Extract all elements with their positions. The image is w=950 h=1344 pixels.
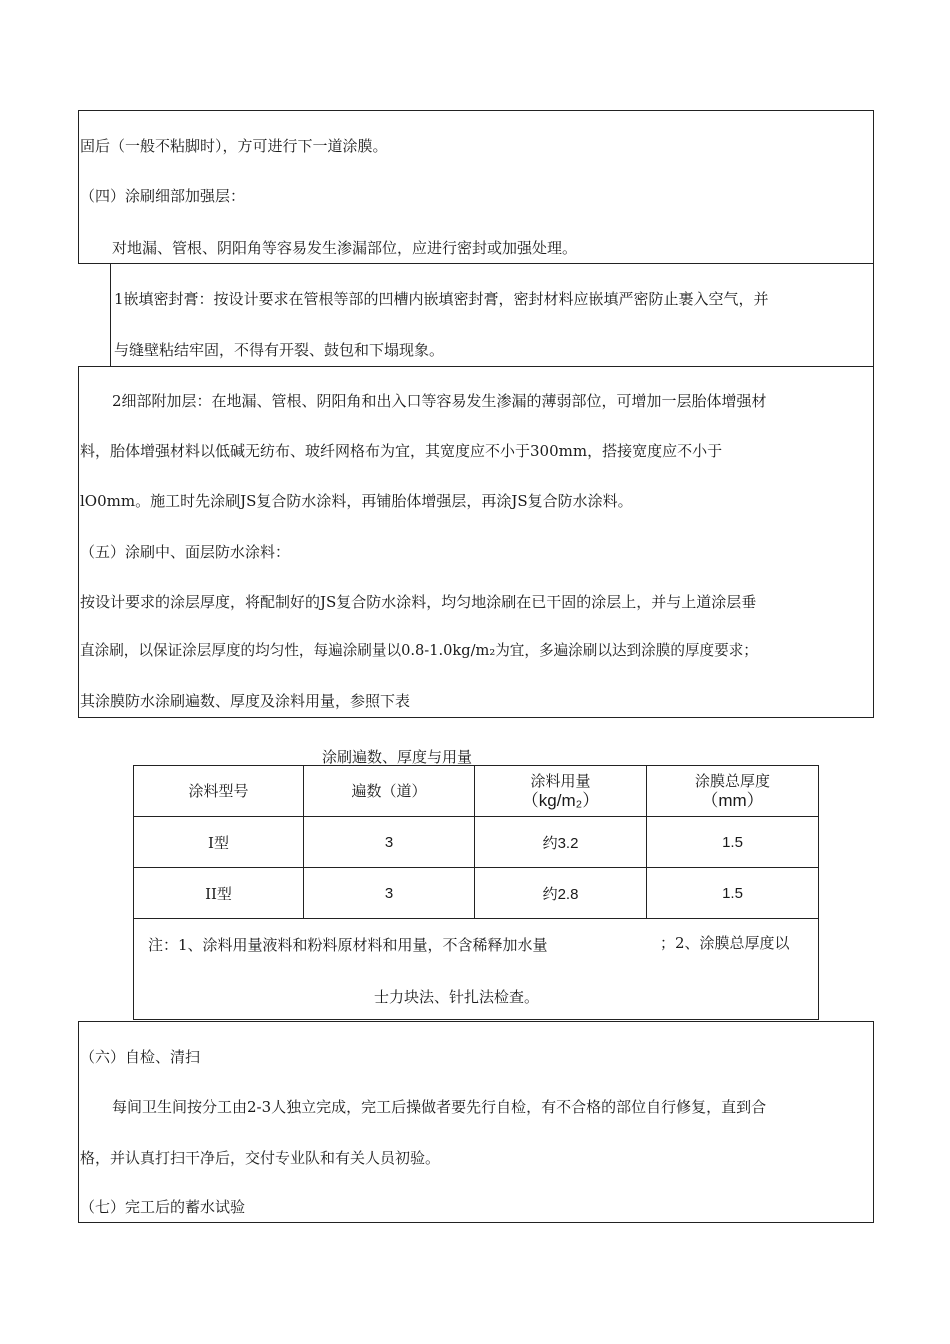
cell-thickness: 1.5 (647, 868, 819, 919)
header-thickness-label: 涂膜总厚度 (694, 772, 770, 790)
table-caption: 涂刷遍数、厚度与用量 (322, 748, 473, 766)
heading-seven: （七）完工后的蓄水试验 (80, 1198, 246, 1216)
header-usage (475, 766, 647, 817)
header-usage-unit: （kg/m₂） (521, 791, 600, 810)
text-line: 直涂刷，以保证涂层厚度的均匀性，每遍涂刷量以0.8-1.0kg/m₂为宜，多遍涂刷以达到涂膜的厚度要求； (80, 642, 758, 659)
cell-usage: 约2.8 (475, 868, 647, 919)
heading-five: （五）涂刷中、面层防水涂料： (80, 543, 291, 561)
table-note (134, 919, 819, 1020)
heading-four: （四）涂刷细部加强层： (80, 187, 246, 205)
table-header-row (134, 766, 819, 817)
usage-table (133, 765, 819, 1020)
cell-usage: 约3.2 (475, 817, 647, 868)
text-line: 与缝壁粘结牢固，不得有开裂、鼓包和下塌现象。 (114, 341, 445, 359)
text-line: 对地漏、管根、阴阳角等容易发生渗漏部位，应进行密封或加强处理。 (112, 239, 578, 257)
text-line: 固后（一般不粘脚时），方可进行下一道涂膜。 (80, 137, 388, 155)
text-line: 格，并认真打扫干净后，交付专业队和有关人员初验。 (80, 1149, 441, 1167)
text-line: 每间卫生间按分工由2-3人独立完成，完工后操做者要先行自检，有不合格的部位自行修复，直到合 (112, 1098, 767, 1116)
cell-coats: 3 (304, 868, 475, 919)
header-thickness-unit: （mm） (701, 791, 764, 810)
text-line: 按设计要求的涂层厚度，将配制好的JS复合防水涂料，均匀地涂刷在已干固的涂层上，并与上道涂层垂 (80, 593, 757, 611)
text-line: lO0mm。施工时先涂刷JS复合防水涂料，再铺胎体增强层，再涂JS复合防水涂料。 (80, 492, 633, 510)
table-row (134, 817, 819, 868)
note-text-1: 注：1、涂料用量液料和粉料原材料和用量，不含稀释加水量 (148, 936, 548, 954)
cell-model: II型 (134, 868, 304, 919)
text-line: 其涂膜防水涂刷遍数、厚度及涂料用量，参照下表 (80, 692, 411, 710)
header-thickness (647, 766, 819, 817)
header-model: 涂料型号 (134, 766, 304, 817)
note-text-2: ；2、涂膜总厚度以 (660, 934, 790, 952)
cell-thickness: 1.5 (647, 817, 819, 868)
cell-model: I型 (134, 817, 304, 868)
table-row (134, 868, 819, 919)
header-usage-label: 涂料用量 (530, 772, 591, 790)
text-line: 1嵌填密封膏：按设计要求在管根等部的凹槽内嵌填密封膏，密封材料应嵌填严密防止裹入空气，并 (114, 290, 769, 308)
table-note-row (134, 919, 819, 1020)
note-text-3: 士力块法、针扎法检查。 (374, 988, 540, 1006)
heading-six: （六）自检、清扫 (80, 1048, 201, 1066)
cell-coats: 3 (304, 817, 475, 868)
text-line: 料，胎体增强材料以低碱无纺布、玻纤网格布为宜，其宽度应不小于300mm，搭接宽度应不小于 (80, 442, 723, 460)
header-coats: 遍数（道） (304, 766, 475, 817)
text-line: 2细部附加层：在地漏、管根、阴阳角和出入口等容易发生渗漏的薄弱部位，可增加一层胎体增强材 (112, 392, 767, 410)
